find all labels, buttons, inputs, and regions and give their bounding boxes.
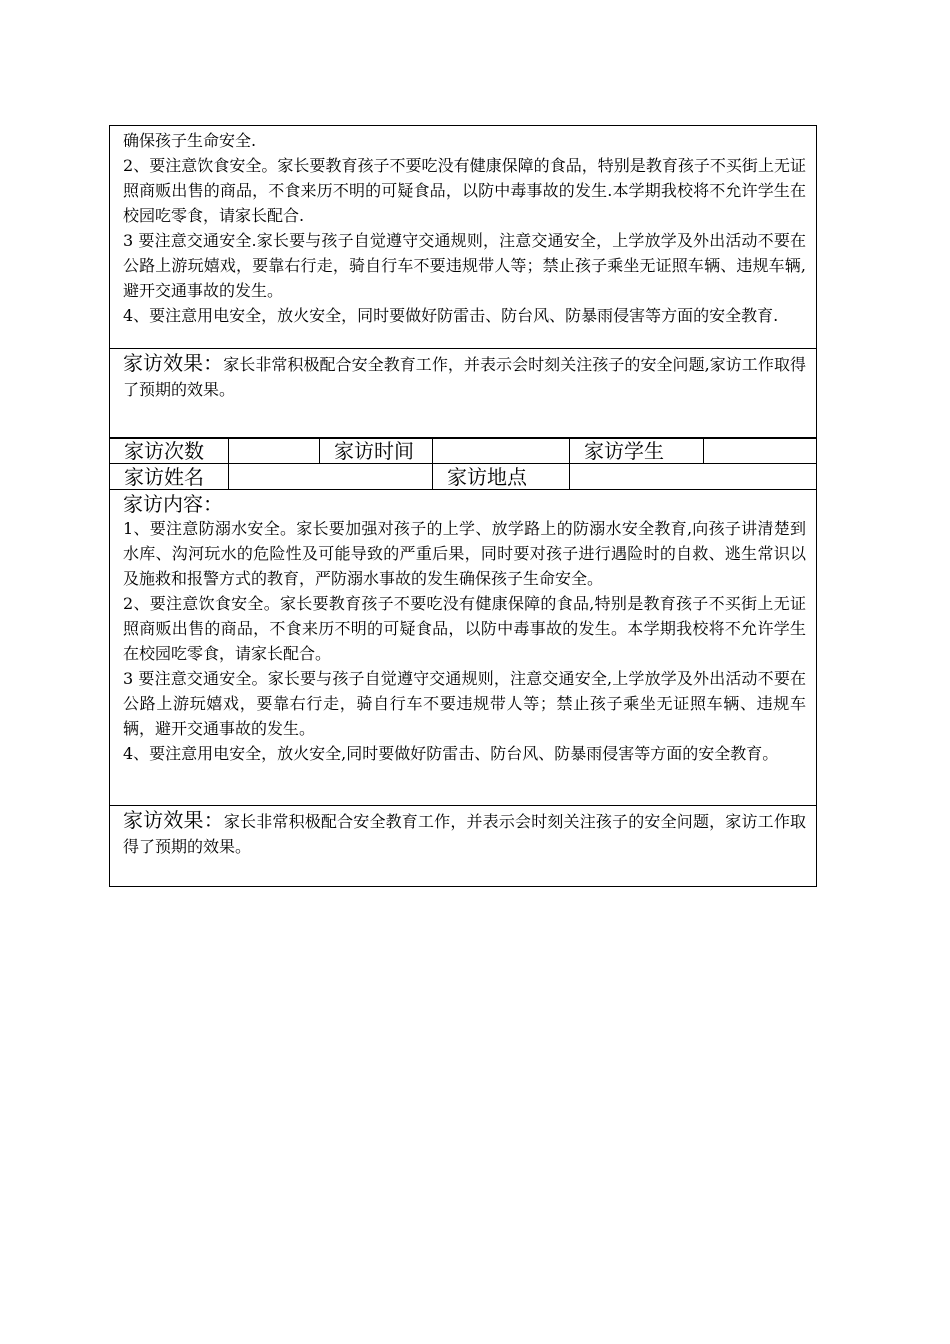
visit-record-table-2 bbox=[109, 437, 817, 887]
visit-place-label: 家访地点 bbox=[433, 464, 570, 489]
content-paragraph: 3 要注意交通安全.家长要与孩子自觉遵守交通规则，注意交通安全，上学放学及外出活动不要在公路上游玩嬉戏，要靠右行走，骑自行车不要违规带人等；禁止孩子乘坐无证照车辆、违规车辆,避开交通事故的发生。 bbox=[123, 231, 806, 300]
content-paragraph: 3 要注意交通安全。家长要与孩子自觉遵守交通规则，注意交通安全,上学放学及外出活动不要在公路上游玩嬉戏，要靠右行走，骑自行车不要违规带人等；禁止孩子乘坐无证照车辆、违规车辆，避开交通事故的发生。 bbox=[123, 669, 806, 738]
visit-effect-paragraph bbox=[123, 808, 806, 859]
visit-effect-cell bbox=[110, 349, 816, 438]
visit-effect-label: 家访效果： bbox=[123, 808, 224, 832]
visit-time-label: 家访时间 bbox=[320, 438, 433, 463]
visit-content-cell bbox=[110, 126, 816, 349]
visit-effect-label: 家访效果： bbox=[123, 351, 224, 375]
visit-student-field[interactable] bbox=[704, 438, 816, 463]
visit-content-cell bbox=[110, 490, 816, 806]
visit-count-label: 家访次数 bbox=[110, 438, 229, 463]
visit-effect-cell bbox=[110, 806, 816, 863]
visit-name-label: 家访姓名 bbox=[110, 464, 229, 489]
visit-time-field[interactable] bbox=[433, 438, 570, 463]
visit-effect-text: 家长非常积极配合安全教育工作，并表示会时刻关注孩子的安全问题，家访工作取得了预期的效果。 bbox=[123, 812, 806, 856]
visit-effect-paragraph bbox=[123, 351, 806, 402]
content-paragraph: 4、要注意用电安全，放火安全,同时要做好防雷击、防台风、防暴雨侵害等方面的安全教育。 bbox=[123, 744, 779, 763]
visit-student-label: 家访学生 bbox=[570, 438, 704, 463]
visit-content-label: 家访内容： bbox=[123, 492, 223, 516]
content-paragraph: 1、要注意防溺水安全。家长要加强对孩子的上学、放学路上的防溺水安全教育,向孩子讲清楚到水库、沟河玩水的危险性及可能导致的严重后果，同时要对孩子进行遇险时的自救、逃生常识以及施救和报警方式的教育，严防溺水事故的发生确保孩子生命安全。 bbox=[123, 519, 806, 588]
content-paragraph: 4、要注意用电安全，放火安全，同时要做好防雷击、防台风、防暴雨侵害等方面的安全教育. bbox=[123, 306, 779, 325]
content-paragraph: 确保孩子生命安全. bbox=[123, 131, 257, 150]
visit-name-field[interactable] bbox=[229, 464, 433, 489]
visit-record-table-1 bbox=[109, 125, 817, 439]
header-row-1 bbox=[110, 438, 816, 464]
visit-place-field[interactable] bbox=[570, 464, 816, 489]
content-paragraph: 2、要注意饮食安全。家长要教育孩子不要吃没有健康保障的食品,特别是教育孩子不买街上无证照商贩出售的商品，不食来历不明的可疑食品，以防中毒事故的发生。本学期我校将不允许学生在校园吃零食，请家长配合。 bbox=[123, 594, 806, 663]
header-row-2 bbox=[110, 464, 816, 490]
content-paragraph: 2、要注意饮食安全。家长要教育孩子不要吃没有健康保障的食品，特别是教育孩子不买街上无证照商贩出售的商品，不食来历不明的可疑食品，以防中毒事故的发生.本学期我校将不允许学生在校园吃零食，请家长配合. bbox=[123, 156, 806, 225]
visit-effect-text: 家长非常积极配合安全教育工作，并表示会时刻关注孩子的安全问题,家访工作取得了预期的效果。 bbox=[123, 355, 806, 399]
visit-count-field[interactable] bbox=[229, 438, 320, 463]
